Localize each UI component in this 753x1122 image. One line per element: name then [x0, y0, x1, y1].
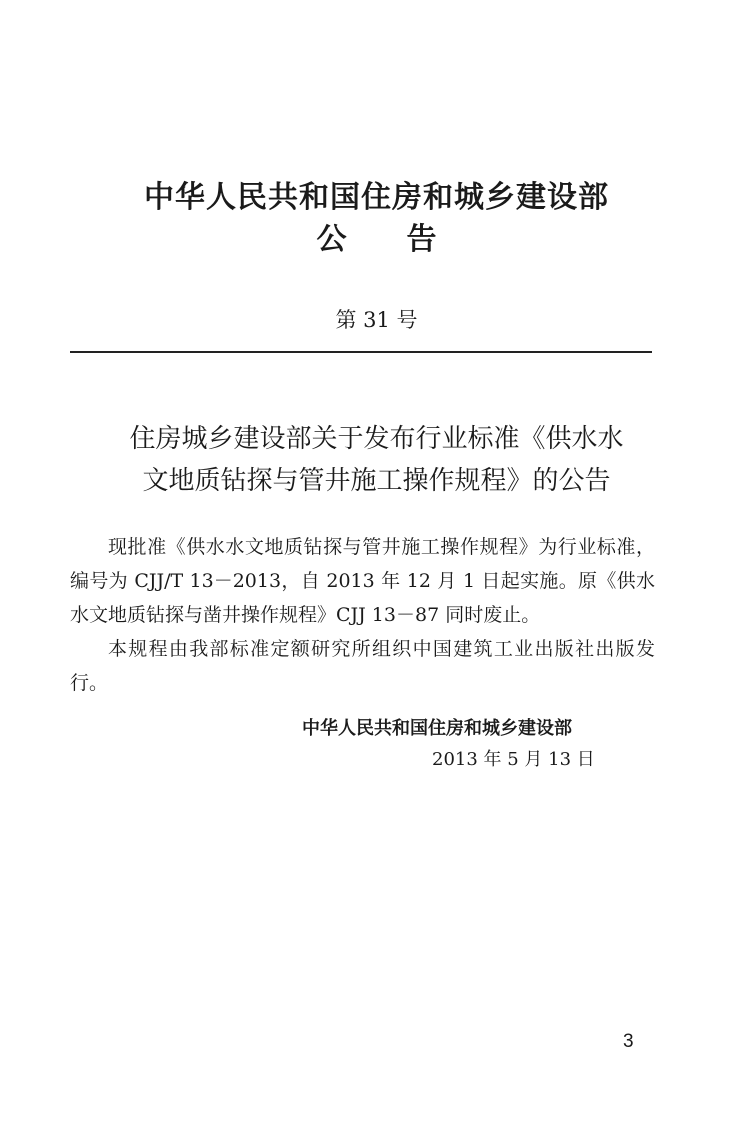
headline-line-1: 住房城乡建设部关于发布行业标准《供水水 [129, 424, 624, 454]
issue-number: 第 31 号 [335, 308, 418, 332]
ministry-title: 中华人民共和国住房和城乡建设部 [144, 180, 609, 215]
header-divider [70, 351, 652, 353]
body-paragraph-approval: 现批准《供水水文地质钻探与管井施工操作规程》为行业标准，编号为 CJJ/T 13－2013，自 2013 年 12 月 1 日起实施。原《供水水文地质钻探与凿井操作规程》CJJ 13－87 同时废止。 [70, 536, 655, 626]
body-paragraph-publishing: 本规程由我部标准定额研究所组织中国建筑工业出版社出版发行。 [70, 638, 655, 694]
signature-date: 2013 年 5 月 13 日 [432, 749, 595, 770]
headline-line-2: 文地质钻探与管井施工操作规程》的公告 [142, 466, 611, 496]
notice-title-char-2: 告 [406, 222, 437, 257]
announcement-headline [60, 418, 693, 502]
signature-organization: 中华人民共和国住房和城乡建设部 [302, 718, 572, 739]
notice-title [0, 220, 753, 260]
page-number: 3 [623, 1031, 634, 1052]
notice-title-char-1: 公 [316, 222, 347, 257]
announcement-body [70, 530, 655, 700]
